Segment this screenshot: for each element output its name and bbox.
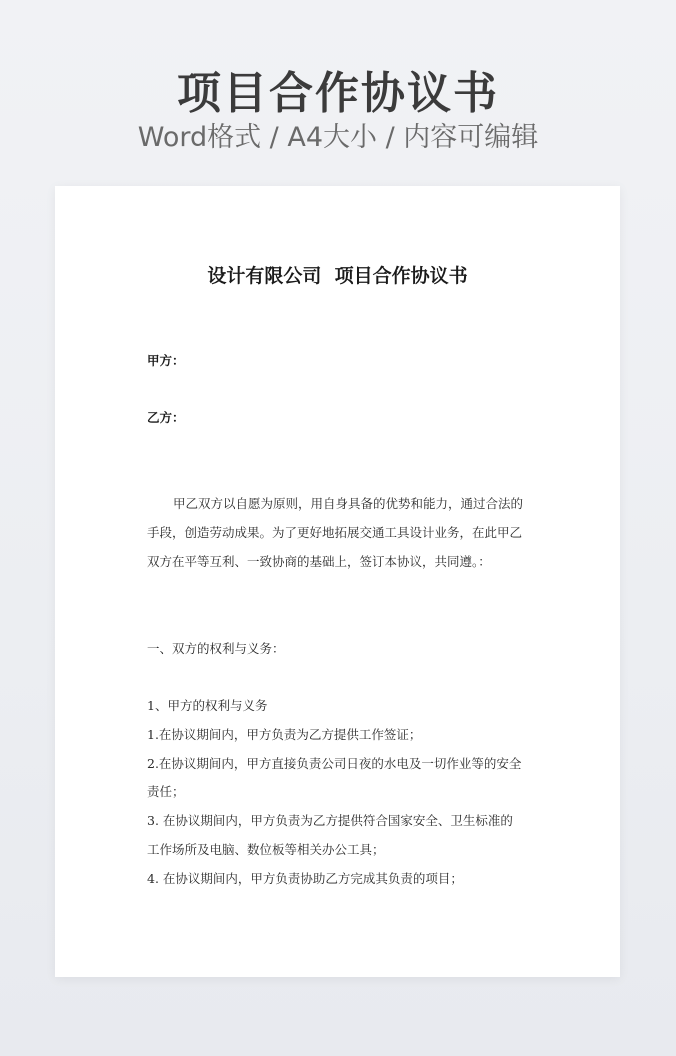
clause-line: 3. 在协议期间内，甲方负责为乙方提供符合国家安全、卫生标准的 bbox=[147, 813, 513, 828]
clause-line: 责任； bbox=[147, 784, 185, 799]
clause-line: 工作场所及电脑、数位板等相关办公工具； bbox=[147, 842, 385, 857]
party-a-label: 甲方： bbox=[147, 353, 185, 368]
intro-line: 双方在平等互利、一致协商的基础上，签订本协议，共同遵。： bbox=[147, 554, 491, 569]
banner-title: 项目合作协议书 bbox=[177, 68, 499, 119]
section-heading: 一、双方的权利与义务： bbox=[147, 641, 285, 656]
intro-line: 手段，创造劳动成果。为了更好地拓展交通工具设计业务，在此甲乙 bbox=[147, 525, 523, 540]
clause-line: 2.在协议期间内，甲方直接负责公司日夜的水电及一切作业等的安全 bbox=[147, 756, 522, 771]
party-b-label: 乙方： bbox=[147, 410, 185, 425]
document-title: 设计有限公司 项目合作协议书 bbox=[207, 265, 468, 287]
banner-subtitle: Word格式 / A4大小 / 内容可编辑 bbox=[137, 122, 539, 153]
intro-line: 甲乙双方以自愿为原则，用自身具备的优势和能力，通过合法的 bbox=[173, 496, 524, 511]
clause-line: 1.在协议期间内，甲方负责为乙方提供工作签证； bbox=[147, 727, 422, 742]
subsection-heading: 1、甲方的权利与义务 bbox=[147, 698, 268, 713]
document-page bbox=[55, 186, 620, 977]
clause-line: 4. 在协议期间内，甲方负责协助乙方完成其负责的项目； bbox=[147, 871, 463, 886]
